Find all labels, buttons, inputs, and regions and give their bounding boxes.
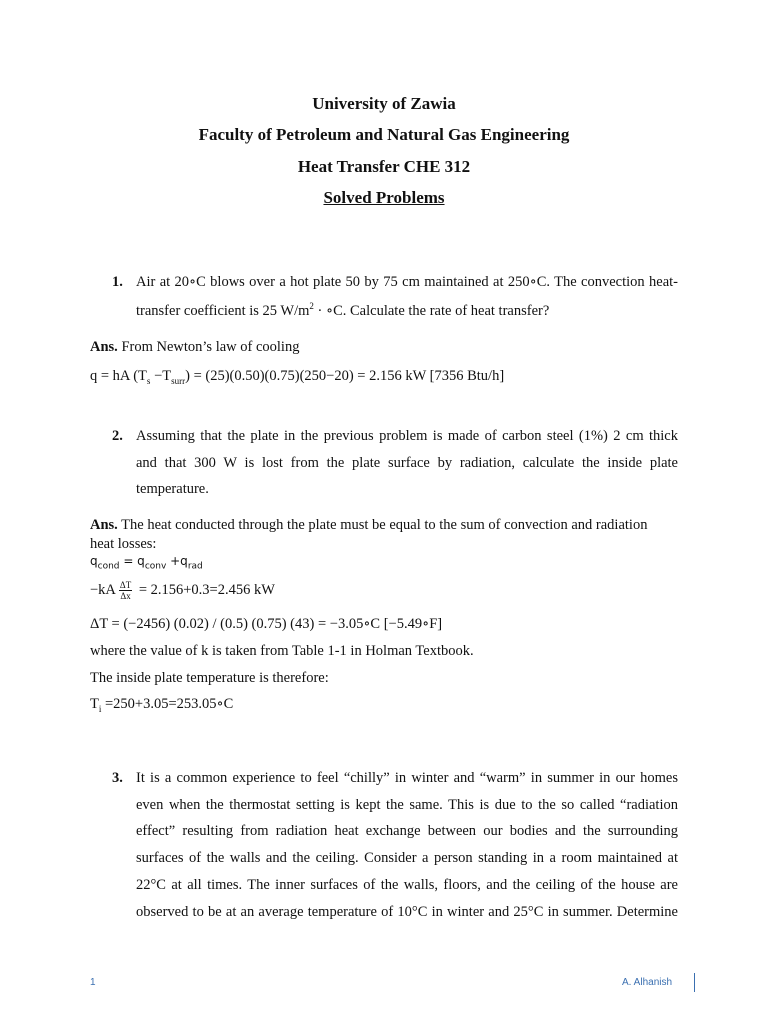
problem-3-line-1: It is a common experience to feel “chilly” in winter and “warm” in summer in our homes	[136, 770, 678, 786]
page-number: 1	[90, 977, 96, 988]
problem-1-number: 1.	[112, 274, 123, 290]
problem-3-line-5: 22°C at all times. The inner surfaces of the walls, floors, and the ceiling of the house are	[136, 877, 678, 893]
answer-2-note-table: where the value of k is taken from Table 1-1 in Holman Textbook.	[90, 643, 474, 659]
problem-1-line-1: Air at 20∘C blows over a hot plate 50 by 75 cm maintained at 250∘C. The convection heat-	[136, 274, 678, 290]
problem-2-line-2: and that 300 W is lost from the plate surface by radiation, calculate the inside plate	[136, 455, 678, 471]
university-name: University of Zawia	[312, 94, 456, 113]
problem-3-number: 3.	[112, 770, 123, 786]
problem-2-number: 2.	[112, 428, 123, 444]
problem-3-line-3: effect” resulting from radiation heat exchange between our bodies and the surrounding	[136, 823, 678, 839]
answer-2-inside-temperature: $T_i$ =250+3.05=253.05∘C	[90, 696, 234, 714]
answer-2-intro: Ans. The heat conducted through the plate must be equal to the sum of convection and radiation	[90, 517, 648, 533]
answer-2-note-therefore: The inside plate temperature is therefore:	[90, 670, 329, 686]
footer-author: A. Alhanish	[622, 977, 673, 988]
delta-t-over-delta-x-fraction: $\frac{\Delta T}{\Delta x}$	[119, 580, 132, 601]
answer-1-intro: Ans. From Newton’s law of cooling	[90, 339, 300, 355]
problem-2-line-1: Assuming that the plate in the previous problem is made of carbon steel (1%) 2 cm thick	[136, 428, 678, 444]
footer-divider	[694, 973, 695, 992]
problem-3-line-2: even when the thermostat setting is kept the same. This is due to the so called “radiation	[136, 797, 678, 813]
problem-3-line-4: surfaces of the walls and the ceiling. Consider a person standing in a room maintained at	[136, 850, 678, 866]
answer-2-heat-balance: $q_{cond} = q_{conv} +q_{rad}$	[90, 554, 203, 572]
answer-2-conduction-equation: −kA $\frac{\Delta T}{\Delta x}$ = 2.156+0.3=2.456 kW	[90, 580, 275, 601]
answer-2-delta-t: ΔT = (−2456) (0.02) / (0.5) (0.75) (43) = −3.05∘C [−5.49∘F]	[90, 616, 443, 632]
problem-3-line-6: observed to be at an average temperature of 10°C in winter and 25°C in summer. Determine	[136, 904, 678, 920]
faculty-name: Faculty of Petroleum and Natural Gas Engineering	[198, 125, 570, 144]
answer-1-equation: q = hA $(T_s -T_{surr}) = (25)(0.50)(0.75)(250-20) = 2.156$ kW [7356 Btu/h]	[90, 368, 505, 386]
answer-2-intro-continued: heat losses:	[90, 536, 157, 552]
problem-2-line-3: temperature.	[136, 481, 209, 497]
problem-1-line-2: transfer coefficient is 25 $W/m^2$ · ∘C. Calculate the rate of heat transfer?	[136, 301, 550, 319]
page-title: Solved Problems	[323, 188, 445, 207]
course-title: Heat Transfer CHE 312	[297, 157, 471, 176]
